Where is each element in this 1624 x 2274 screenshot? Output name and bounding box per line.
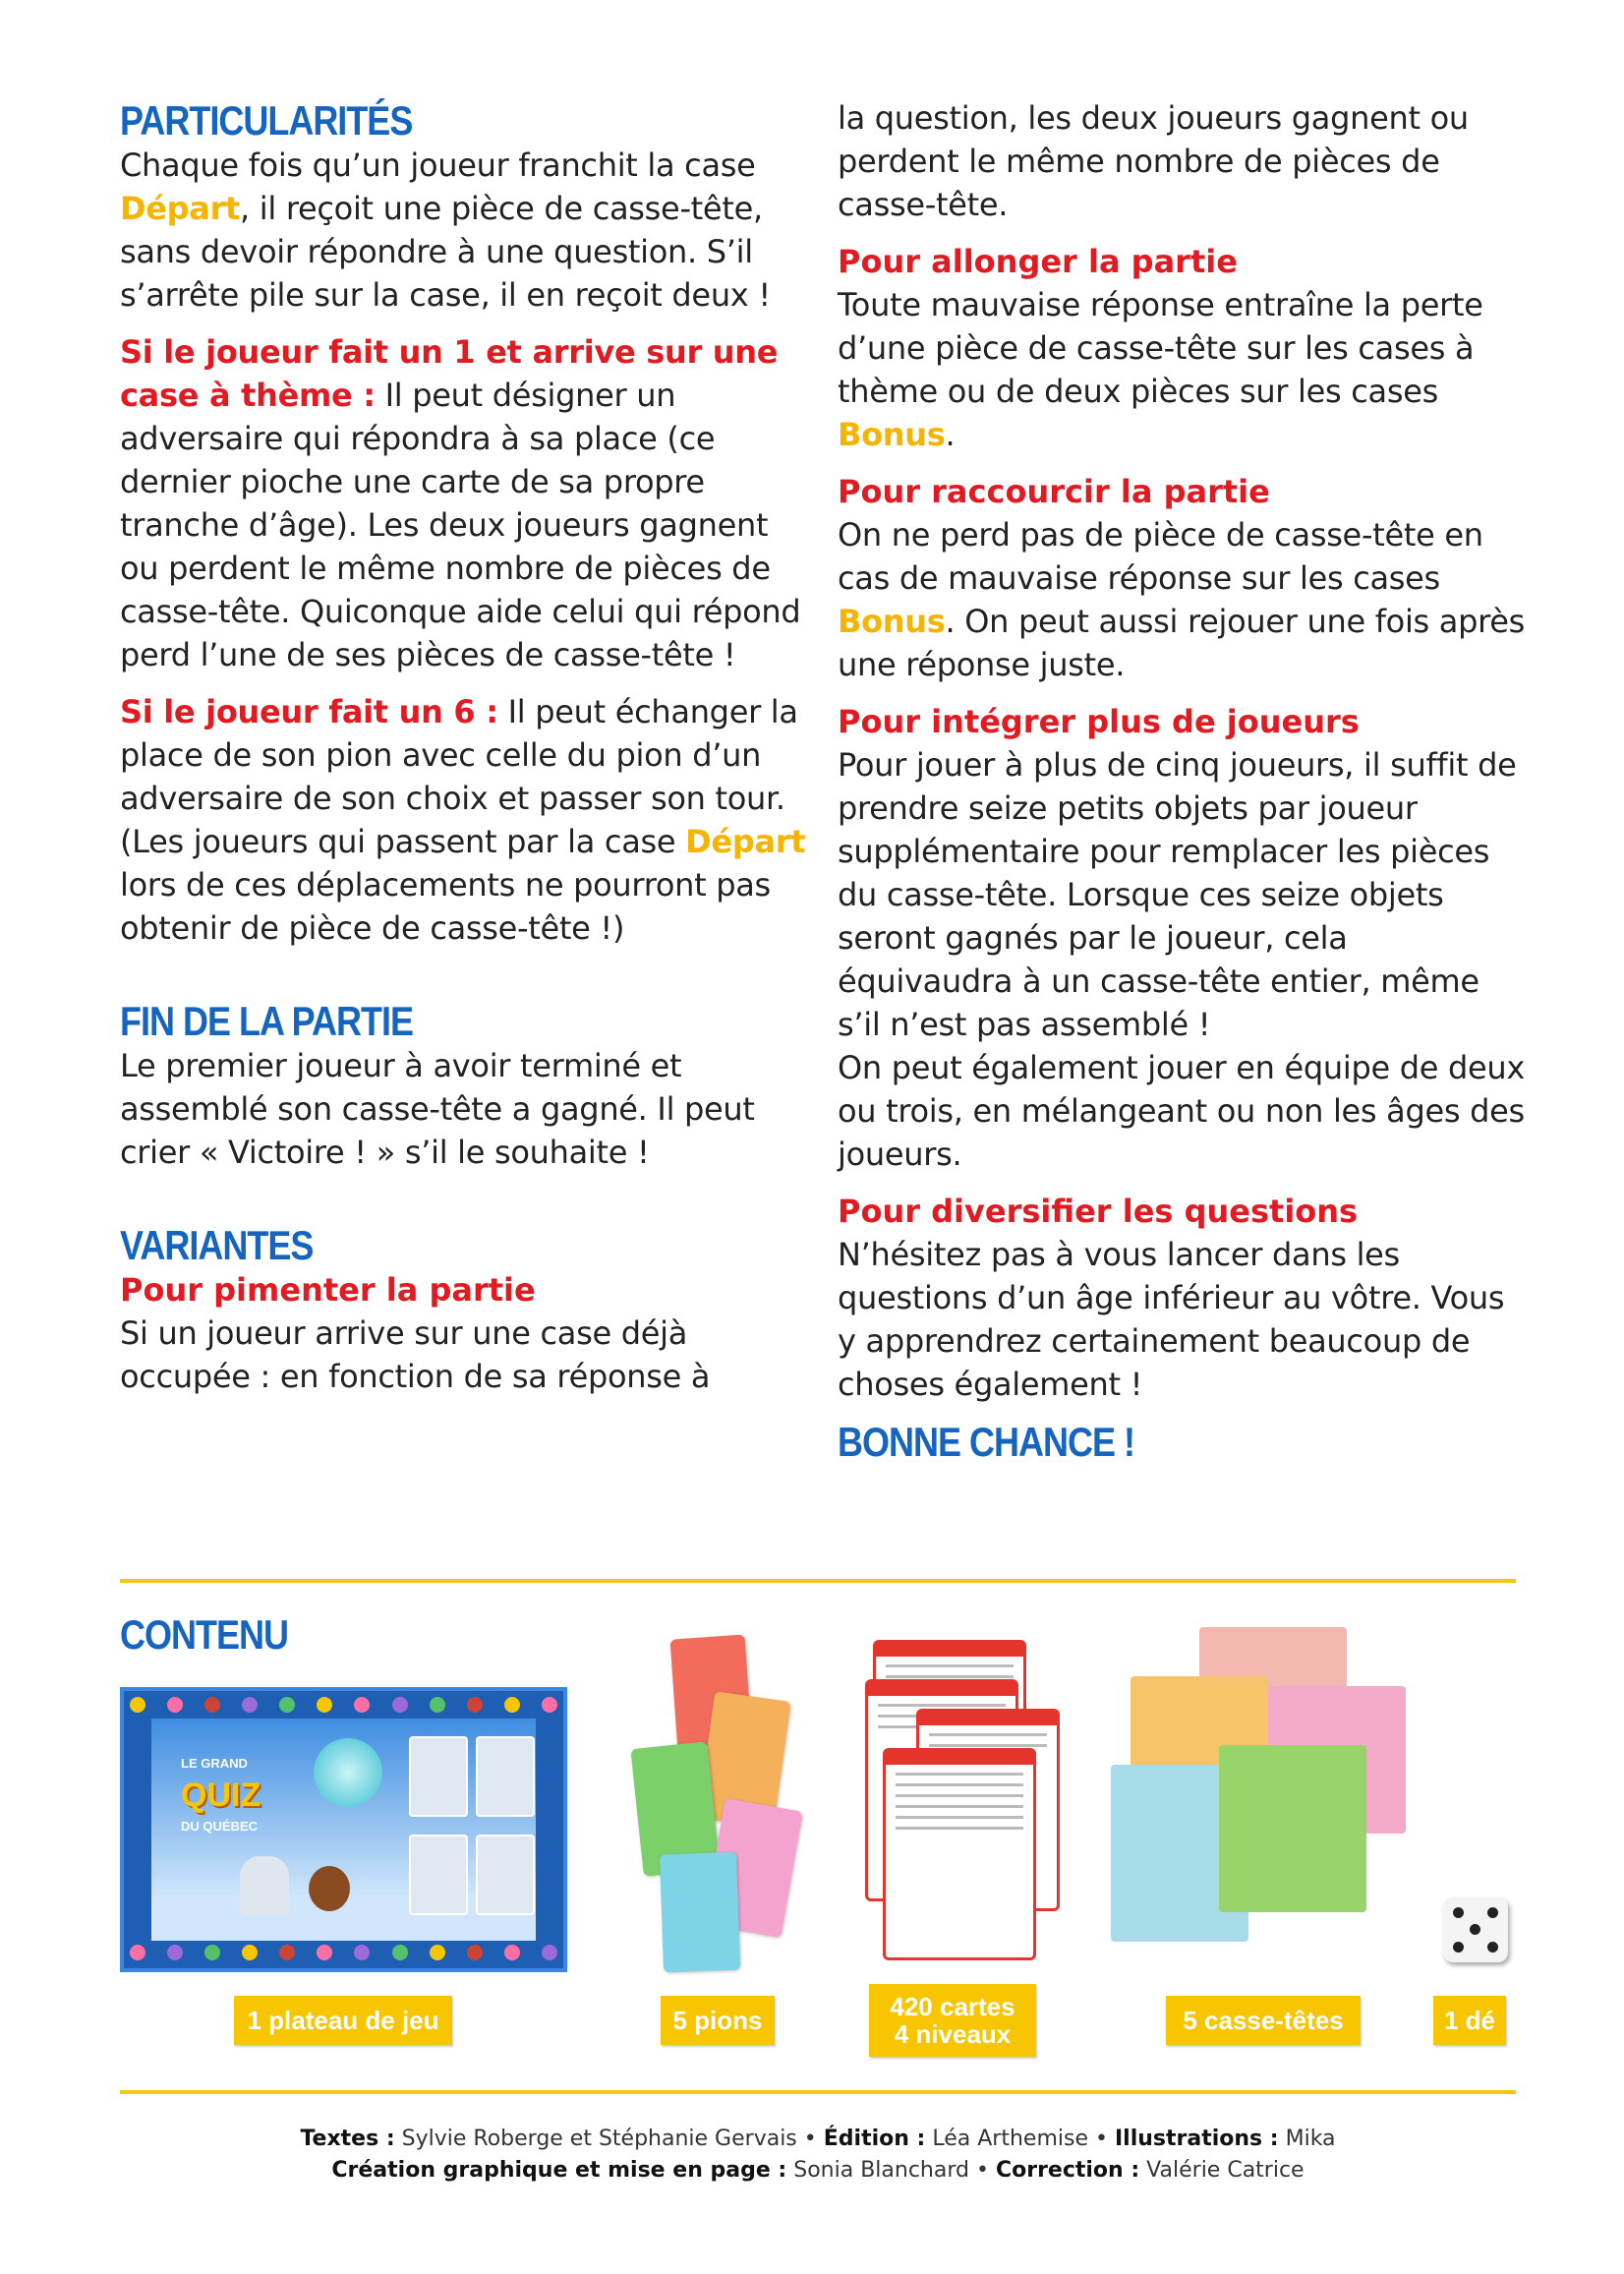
integrer-text-1: Pour jouer à plus de cinq joueurs, il suffit de prendre seize petits objets par joueur supplémentaire pour remplacer les pièces du casse-tête. Lorsque ces seize objets seront gagnés par le joueur, cela équivaudra à un casse-tête entier, même s’il n’est pas assemblé ! <box>838 746 1517 1043</box>
divider-top <box>120 1579 1516 1583</box>
card-slot <box>409 1835 468 1915</box>
card-slot <box>476 1736 535 1817</box>
board-track-top <box>130 1697 557 1715</box>
hockey-player-illustration <box>240 1856 289 1915</box>
depart-highlight: Départ <box>120 190 241 227</box>
pawn-card <box>660 1852 740 1973</box>
particularites-heading: PARTICULARITÉS <box>120 96 413 144</box>
quiz-logo: LE GRAND QUIZ DU QUÉBEC <box>181 1756 261 1834</box>
pawns-image <box>637 1637 804 1976</box>
allonger-subheading: Pour allonger la partie <box>838 243 1238 280</box>
diversifier-text: N’hésitez pas à vous lancer dans les questions d’un âge inférieur au vôtre. Vous y apprendrez certainement beaucoup de choses également ! <box>838 1236 1505 1403</box>
contenu-heading: CONTENU <box>120 1610 288 1658</box>
question-cards-image <box>865 1640 1062 1964</box>
bonus-highlight: Bonus <box>838 416 946 453</box>
bonus-highlight: Bonus <box>838 603 946 640</box>
hot-air-balloon-icon <box>314 1738 382 1807</box>
label-de: 1 dé <box>1433 1996 1506 2045</box>
variantes-heading: VARIANTES <box>120 1221 314 1268</box>
label-plateau: 1 plateau de jeu <box>234 1996 452 2045</box>
fin-text: Le premier joueur à avoir terminé et assemblé son casse-tête a gagné. Il peut crier « Victoire ! » s’il le souhaite ! <box>120 1047 755 1171</box>
particularites-paragraph-2: Si le joueur fait un 1 et arrive sur une case à thème : Il peut désigner un adversaire qui répondra à sa place (ce dernier pioche une carte de sa propre tranche d’âge). Les deux joueurs gagnent ou perdent le même nombre de pièces de casse-tête. Quiconque aide celui qui répond perd l’une de ses pièces de casse-tête ! <box>120 333 801 673</box>
diversifier-subheading: Pour diversifier les questions <box>838 1193 1359 1230</box>
raccourcir-subheading: Pour raccourcir la partie <box>838 473 1270 510</box>
game-board-image <box>120 1687 567 1972</box>
label-pions: 5 pions <box>661 1996 775 2045</box>
label-casse-tetes: 5 casse-têtes <box>1166 1996 1361 2045</box>
left-column <box>120 98 808 1412</box>
label-cartes: 420 cartes 4 niveaux <box>869 1984 1036 2057</box>
beaver-illustration <box>309 1866 350 1911</box>
pimenter-text-continued: la question, les deux joueurs gagnent ou perdent le même nombre de pièces de casse-tête. <box>838 99 1469 223</box>
board-track-bottom <box>130 1945 557 1962</box>
integrer-subheading: Pour intégrer plus de joueurs <box>838 703 1360 740</box>
card-slot <box>476 1835 535 1915</box>
die-icon <box>1443 1897 1508 1962</box>
allonger-text: Toute mauvaise réponse entraîne la perte d’une pièce de casse-tête sur les cases à thème ou de deux pièces sur les cases Bonus. <box>838 286 1483 453</box>
particularites-paragraph-1: Chaque fois qu’un joueur franchit la case Départ, il reçoit une pièce de casse-tête, sans devoir répondre à une question. S’il s’arrête pile sur la case, il en reçoit deux ! <box>120 146 771 314</box>
credits <box>120 2124 1516 2187</box>
divider-bottom <box>120 2090 1516 2094</box>
fin-heading: FIN DE LA PARTIE <box>120 997 413 1044</box>
card-slot <box>409 1736 468 1817</box>
puzzles-image <box>1111 1627 1416 1971</box>
puzzle-piece <box>1219 1745 1366 1912</box>
board-center <box>151 1719 536 1941</box>
pimenter-subheading: Pour pimenter la partie <box>120 1271 536 1309</box>
particularites-paragraph-3: Si le joueur fait un 6 : Il peut échanger la place de son pion avec celle du pion d’un adversaire de son choix et passer son tour. (Les joueurs qui passent par la case Départ lors de ces déplacements ne pourront pas obtenir de pièce de casse-tête !) <box>120 693 806 947</box>
bonne-chance-heading: BONNE CHANCE ! <box>838 1418 1135 1465</box>
credits-line-1: Textes : Sylvie Roberge et Stéphanie Gervais • Édition : Léa Arthemise • Illustrations : Mika <box>300 2127 1336 2151</box>
integrer-text-2: On peut également jouer en équipe de deux ou trois, en mélangeant ou non les âges des joueurs. <box>838 1049 1526 1173</box>
right-column <box>838 96 1526 1465</box>
pimenter-text: Si un joueur arrive sur une case déjà occupée : en fonction de sa réponse à <box>120 1314 711 1395</box>
depart-highlight: Départ <box>685 823 806 860</box>
question-card <box>883 1748 1036 1960</box>
raccourcir-text: On ne perd pas de pièce de casse-tête en cas de mauvaise réponse sur les cases Bonus. On peut aussi rejouer une fois après une réponse juste. <box>838 516 1526 683</box>
credits-line-2: Création graphique et mise en page : Sonia Blanchard • Correction : Valérie Catrice <box>331 2158 1305 2183</box>
